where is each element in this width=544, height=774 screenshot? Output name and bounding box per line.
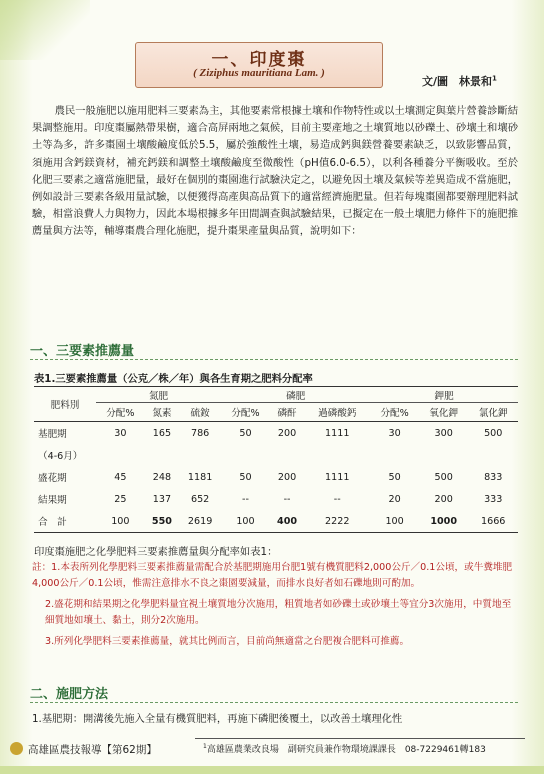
row-label: 結果期 [38, 495, 67, 506]
cell [370, 444, 419, 466]
cell: 25 [114, 493, 127, 505]
cell: 100 [111, 515, 130, 527]
subheader: 氯化鉀 [478, 408, 508, 419]
table-row [34, 444, 518, 466]
subheader: 硫銨 [190, 408, 210, 419]
group-phosphorus: 磷肥 [221, 387, 370, 403]
table-row [34, 488, 518, 510]
footnote-mark: 1 [203, 743, 207, 750]
fertilizer-table [34, 386, 518, 533]
scientific-name: ( Ziziphus mauritiana Lam. ) [193, 67, 325, 79]
subheader: 過磷酸鈣 [318, 408, 357, 419]
section1-heading: 一、三要素推薦量 [30, 344, 135, 359]
row-label: 盛花期 [38, 473, 67, 484]
note-text: 盛花期和結果期之化學肥料量宜視土壤質地分次施用，粗質地者如砂礫土或砂壤土等宜分3次施用，中質地至細質地如壤土、黏土，則分2次施用。 [45, 599, 512, 626]
journal-logo-icon [10, 742, 23, 755]
subheader: 磷酐 [277, 408, 297, 419]
notes-block [32, 560, 518, 656]
cell: 1111 [325, 471, 350, 483]
author-footnote-mark: 1 [492, 74, 497, 83]
footer-rule [195, 738, 525, 739]
cell: 833 [484, 471, 503, 483]
cell: 30 [388, 427, 401, 439]
cell: 1181 [187, 471, 213, 483]
cell [419, 444, 469, 466]
subheader: 氮素 [152, 408, 172, 419]
cell: 550 [151, 515, 172, 527]
summary-line: 印度棗施肥之化學肥料三要素推薦量與分配率如表1： [34, 546, 278, 558]
cell: 786 [190, 427, 210, 439]
note-prefix: 3. [45, 636, 55, 647]
cell: 50 [239, 471, 252, 483]
cell: 165 [152, 427, 172, 439]
note-item [32, 597, 518, 628]
row-label: 合 計 [38, 517, 67, 528]
table-row [34, 466, 518, 488]
cell [145, 444, 179, 466]
cell: 20 [388, 493, 401, 505]
cell: 100 [236, 515, 255, 527]
note-text: 本表所列化學肥料三要素推薦量需配合於基肥期施用台肥1號有機質肥料2,000公斤／0.1公頃，或牛糞堆肥4,000公斤／0.1公頃，惟需注意排水不良之棗園要減量，而排水良好者如石礫地則可酌加。 [32, 562, 513, 589]
corner-decoration [0, 0, 90, 60]
cell: 50 [388, 471, 401, 483]
note-prefix: 2. [45, 599, 55, 610]
note-text: 所列化學肥料三要素推薦量，就其比例而言，目前尚無適當之台肥複合肥料可推薦。 [54, 636, 410, 647]
intro-paragraph: 農民一般施肥以施用肥料三要素為主，其他要素常根據土壤和作物特性或以土壤測定與葉片營養診斷結果調整施用。印度棗屬熱帶果樹，適合高屏兩地之氣候，目前主要產地之土壤質地以砂礫土、砂壤土和壤砂土等為多，許多棗園土壤酸鹼度低於5.5，屬於強酸性土壤，易造成鈣與鎂營養要素缺乏，以致影響品質，須施用含鈣鎂資材，補充鈣鎂和調整土壤酸鹼度至微酸性（pH值6.0-6.5），以利各種養分平衡吸收。至於化肥三要素之適當施肥量，最好在個別的棗園進行試驗決定之，以避免因土壤及氣候等差異造成不當施肥，例如設計三要素各級用量試驗，以便獲得高產與高品質下的適當經濟施肥量。但若每塊棗園都要辦理肥料試驗，相當浪費人力與物力，因此本場根據多年田間調查與試驗結果，已擬定在一般土壤肥力條件下的施肥推薦量與方法等，輔導棗農合理化施肥，提升棗果產量與品質，說明如下： [32, 105, 519, 238]
cell: -- [333, 493, 341, 505]
method-base-fertilizer: 1.基肥期：開溝後先施入全量有機質肥料，再施下磷肥後覆土，以改善土壤理化性 [32, 713, 403, 725]
table-caption: 表1.三要素推薦量（公克／株／年）與各生育期之肥料分配率 [34, 373, 313, 385]
subheader: 分配% [231, 408, 260, 419]
table-col-label: 肥料別 [34, 387, 96, 422]
cell: 400 [277, 515, 298, 527]
cell [96, 444, 145, 466]
cell: 200 [434, 493, 453, 505]
row-label: 基肥期 [38, 429, 67, 440]
cell: 333 [484, 493, 503, 505]
note-item [32, 634, 518, 650]
note-item [32, 560, 518, 591]
cell: 45 [114, 471, 127, 483]
table-row-total [34, 510, 518, 533]
cell: 2619 [187, 515, 213, 527]
author-label: 文/圖 林景和 [422, 75, 493, 88]
cell: 1000 [430, 515, 458, 527]
journal-name: 高雄區農技報導【第62期】 [28, 744, 157, 756]
cell: 2222 [325, 515, 350, 527]
table-row [34, 422, 518, 445]
subheader: 氧化鉀 [429, 408, 459, 419]
affiliation-text: 高雄區農業改良場 副研究員兼作物環境課課長 08-7229461轉183 [206, 745, 486, 755]
page-title: 一、印度棗 [211, 50, 307, 70]
cell [221, 444, 270, 466]
bottom-strip [0, 766, 544, 774]
cell: 137 [152, 493, 172, 505]
cell [468, 444, 518, 466]
group-nitrogen: 氮肥 [96, 387, 221, 403]
cell: 652 [190, 493, 210, 505]
cell: 248 [152, 471, 172, 483]
cell: 100 [385, 515, 404, 527]
subheader: 分配% [380, 408, 409, 419]
cell: 500 [484, 427, 503, 439]
row-label: （4-6月） [38, 451, 83, 462]
cell: 300 [434, 427, 453, 439]
cell: 50 [239, 427, 252, 439]
author-affiliation [203, 742, 486, 755]
group-potassium: 鉀肥 [370, 387, 518, 403]
cell: 1666 [481, 515, 506, 527]
section2-heading: 二、施肥方法 [30, 687, 109, 702]
cell: -- [242, 493, 249, 505]
cell [179, 444, 221, 466]
cell [270, 444, 304, 466]
cell [304, 444, 370, 466]
author-line [422, 73, 497, 89]
note-prefix: 註：1. [32, 562, 61, 573]
cell: -- [283, 493, 291, 505]
cell: 200 [277, 427, 297, 439]
section2-divider [30, 702, 518, 704]
section1-divider [30, 359, 518, 361]
intro-paragraph-block [32, 103, 518, 241]
cell: 200 [277, 471, 297, 483]
cell: 500 [434, 471, 453, 483]
title-box [135, 42, 383, 88]
subheader: 分配% [106, 408, 135, 419]
cell: 30 [114, 427, 127, 439]
cell: 1111 [325, 427, 350, 439]
